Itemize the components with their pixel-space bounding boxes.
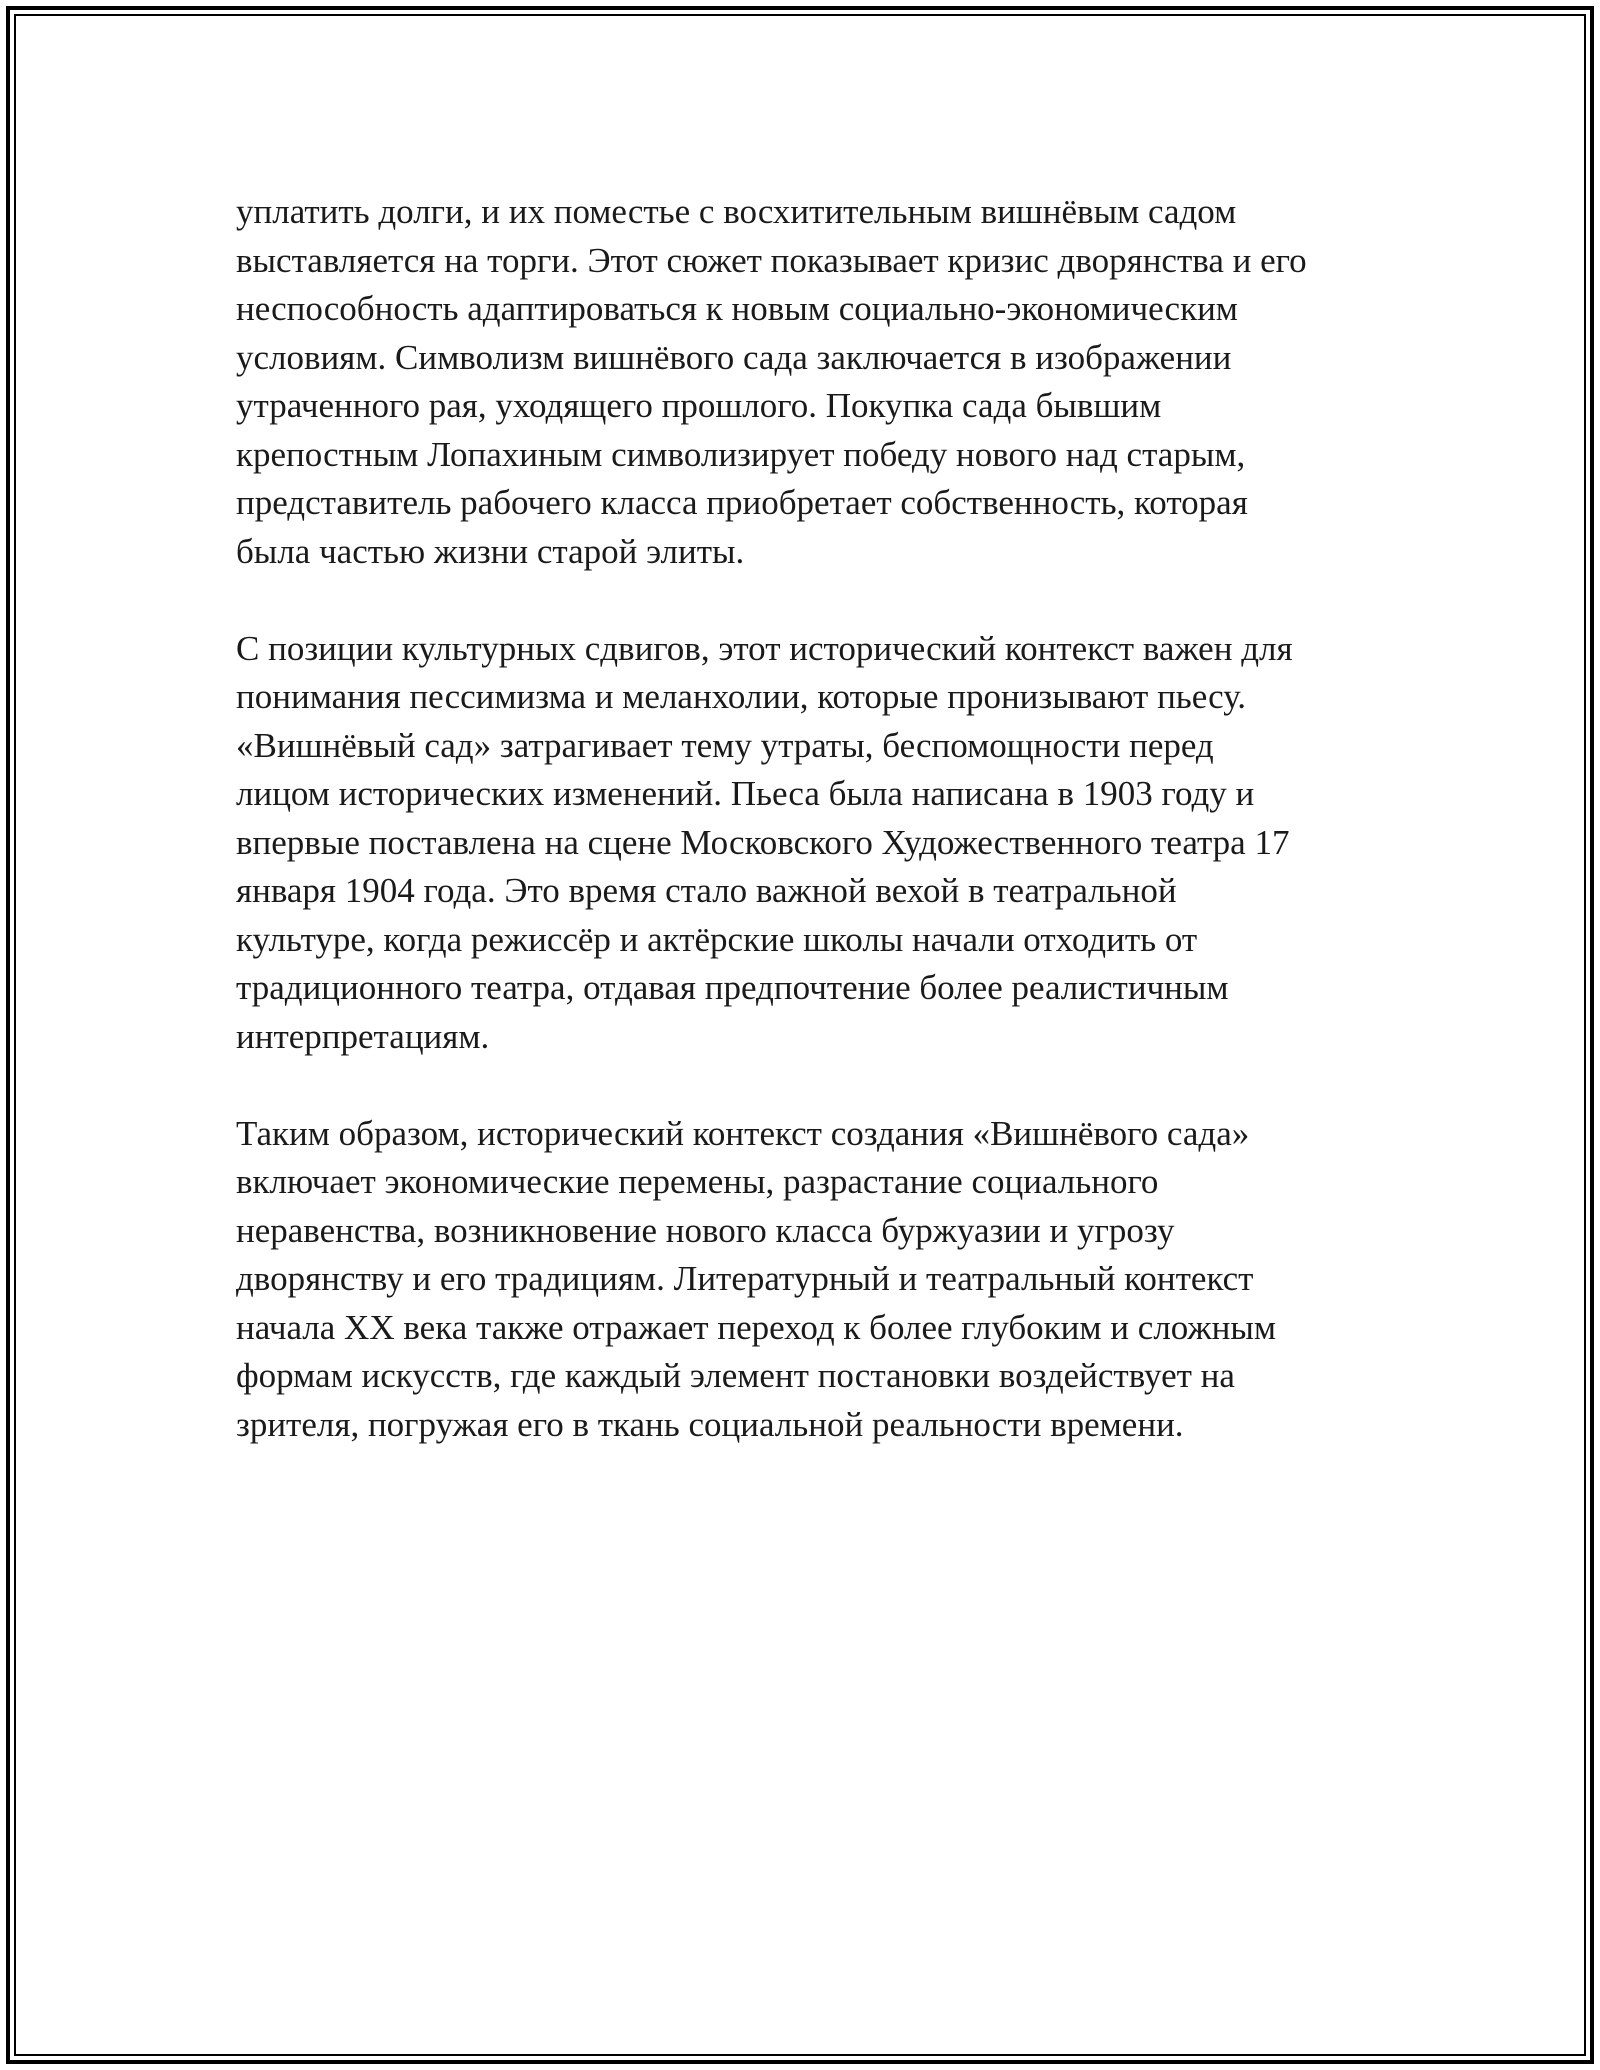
text-line: утраченного рая, уходящего прошлого. Покупка сада бывшим (236, 386, 1162, 425)
paragraph-1 (236, 188, 1376, 576)
text-line: Таким образом, исторический контекст создания «Вишнёвого сада» (236, 1113, 1250, 1153)
text-line: крепостным Лопахиным символизирует победу нового над старым, (236, 434, 1246, 474)
text-line: «Вишнёвый сад» затрагивает тему утраты, беспомощности перед (236, 725, 1214, 765)
text-line: была частью жизни старой элиты. (236, 531, 745, 571)
paragraph-2 (236, 625, 1376, 1062)
text-line: неспособность адаптироваться к новым социально-экономическим (236, 289, 1238, 328)
text-line: культуре, когда режиссёр и актёрские школы начали отходить от (236, 919, 1198, 959)
paragraph-spacer (236, 576, 1376, 625)
paragraph-spacer (236, 1061, 1376, 1110)
text-line: представитель рабочего класса приобретает собственность, которая (236, 483, 1248, 522)
text-line: начала XX века также отражает переход к более глубоким и сложным (236, 1307, 1276, 1347)
text-line: С позиции культурных сдвигов, этот исторический контекст важен для (236, 628, 1293, 668)
text-line: интерпретациям. (236, 1016, 490, 1056)
text-line: неравенства, возникновение нового класса буржуазии и угрозу (236, 1210, 1175, 1250)
text-line: лицом исторических изменений. Пьеса была написана в 1903 году и (236, 774, 1255, 813)
text-line: включает экономические перемены, разрастание социального (236, 1162, 1159, 1201)
text-line: зрителя, погружая его в ткань социальной реальности времени. (236, 1404, 1184, 1444)
document-body (236, 188, 1376, 1449)
text-line: января 1904 года. Это время стало важной вехой в театральной (236, 871, 1177, 910)
text-line: дворянству и его традициям. Литературный и театральный контекст (236, 1259, 1254, 1298)
text-line: традиционного театра, отдавая предпочтение более реалистичным (236, 968, 1229, 1007)
text-line: формам искусств, где каждый элемент постановки воздействует на (236, 1356, 1235, 1395)
text-line: впервые поставлена на сцене Московского Художественного театра 17 (236, 822, 1290, 862)
text-line: условиям. Символизм вишнёвого сада заключается в изображении (236, 337, 1232, 377)
text-line: понимания пессимизма и меланхолии, которые пронизывают пьесу. (236, 677, 1246, 716)
text-line: выставляется на торги. Этот сюжет показывает кризис дворянства и его (236, 240, 1307, 280)
text-line: уплатить долги, и их поместье с восхитительным вишнёвым садом (236, 192, 1237, 231)
paragraph-3 (236, 1110, 1376, 1450)
